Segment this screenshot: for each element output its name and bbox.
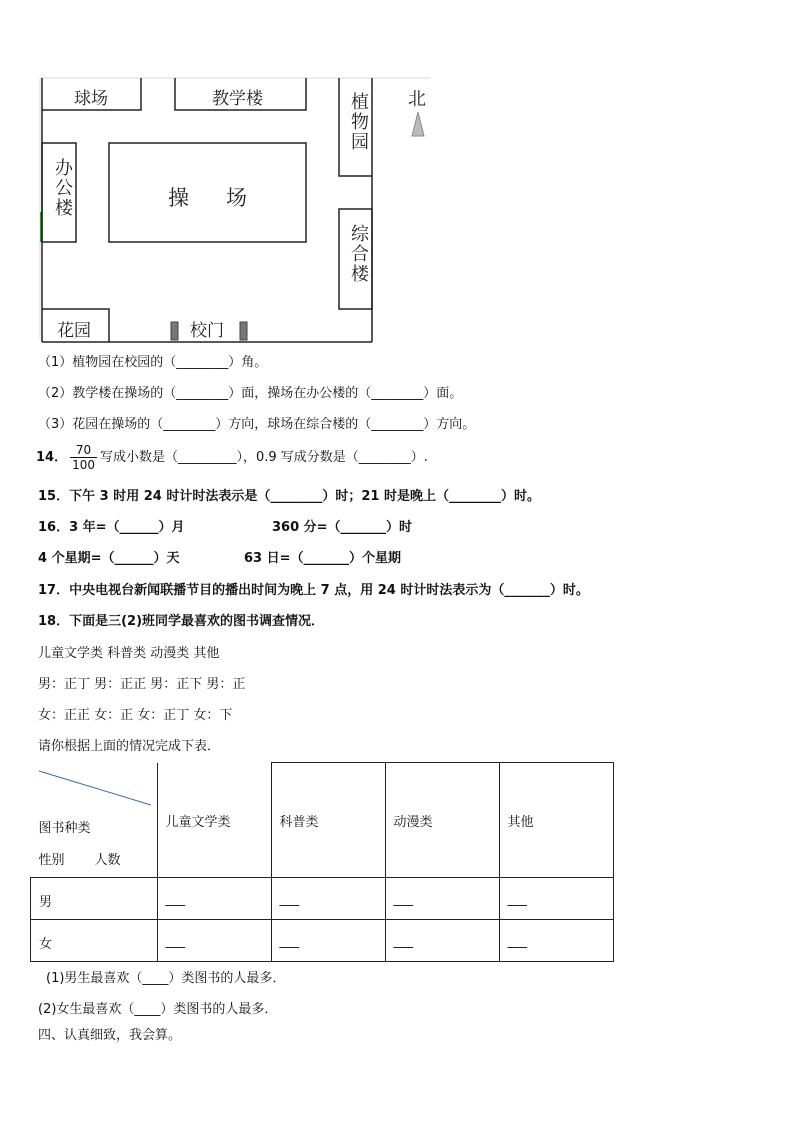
map-label-north: 北: [408, 89, 426, 110]
question-13-1: （1）植物园在校园的（________）角。: [38, 355, 268, 370]
question-15: 15．下午 3 时用 24 时计时法表示是（________）时；21 时是晚上（________）时。: [38, 489, 540, 504]
table-header-cell: [157, 763, 271, 878]
map-label-teaching-building: 教学楼: [212, 89, 263, 109]
answer-blank[interactable]: ___: [279, 933, 299, 949]
question-16-a: 16．3 年=（______）月: [38, 520, 185, 535]
map-label-garden: 花园: [57, 321, 91, 341]
school-map: [0, 0, 794, 345]
boys-tally-line: 男：正丁 男：正正 男：正下 男：正: [38, 677, 246, 692]
question-16-d: 63 日=（_______）个星期: [244, 551, 402, 566]
answer-blank[interactable]: ___: [165, 891, 185, 907]
map-drawing: [0, 0, 794, 345]
answer-blank[interactable]: ___: [507, 891, 527, 907]
fraction-denominator: 100: [72, 458, 95, 472]
row-label: 女: [39, 936, 53, 952]
table-header-cell: [271, 763, 385, 878]
question-14-text: 写成小数是（_________），0.9 写成分数是（________）.: [100, 450, 428, 465]
map-label-playground-2: 场: [226, 186, 247, 210]
map-label-complex: 综合楼: [348, 224, 369, 284]
sub-question-1: (1)男生最喜欢（____）类图书的人最多．: [46, 971, 286, 986]
map-label-office: 办公楼: [52, 158, 73, 218]
answer-cell[interactable]: [157, 877, 271, 919]
answer-cell[interactable]: [271, 877, 385, 919]
row-label: 男: [39, 894, 53, 910]
north-arrow-icon: [412, 112, 424, 136]
fraction-numerator: 70: [70, 443, 97, 458]
question-14-number: 14．: [36, 450, 68, 465]
answer-blank[interactable]: ___: [279, 891, 299, 907]
category-line: 儿童文学类 科普类 动漫类 其他: [38, 646, 220, 661]
sub-question-2: (2)女生最喜欢（____）类图书的人最多．: [38, 1002, 278, 1017]
question-14: [36, 440, 428, 476]
question-13-2: （2）教学楼在操场的（________）面，操场在办公楼的（________）面。: [38, 386, 463, 401]
answer-cell[interactable]: [499, 877, 613, 919]
answer-blank[interactable]: ___: [507, 933, 527, 949]
answer-cell[interactable]: [385, 877, 499, 919]
question-16-c: 4 个星期=（______）天: [38, 551, 180, 566]
answer-blank[interactable]: ___: [165, 933, 185, 949]
table-row: [31, 919, 614, 961]
fraction: [70, 443, 97, 472]
gate-post-left: [171, 322, 178, 340]
corner-label-count: 人数: [94, 852, 121, 868]
gate-post-right: [240, 322, 247, 340]
question-13-3: （3）花园在操场的（________）方向，球场在综合楼的（________）方向。: [38, 417, 476, 432]
map-label-ballfield: 球场: [74, 89, 108, 109]
row-label-cell: [31, 919, 158, 961]
table-header-label: 其他: [507, 815, 534, 830]
table-corner-cell: [31, 763, 158, 878]
instruction-line: 请你根据上面的情况完成下表．: [38, 739, 221, 754]
girls-tally-line: 女：正正 女：正 女：正丁 女：下: [38, 708, 233, 723]
table-header-cell: [499, 763, 613, 878]
map-label-gate: 校门: [190, 321, 224, 341]
answer-cell[interactable]: [157, 919, 271, 961]
section-4-heading: 四、认真细致，我会算。: [38, 1028, 182, 1043]
map-label-botanical-garden: 植物园: [348, 92, 369, 152]
answer-cell[interactable]: [271, 919, 385, 961]
row-label-cell: [31, 877, 158, 919]
corner-label-gender: 性别: [38, 852, 65, 868]
table-header-label: 儿童文学类: [165, 814, 231, 830]
survey-table: [30, 762, 614, 962]
answer-blank[interactable]: ___: [393, 933, 413, 949]
table-header-label: 科普类: [279, 815, 319, 830]
answer-cell[interactable]: [499, 919, 613, 961]
map-label-playground-1: 操: [168, 186, 189, 210]
question-16-b: 360 分=（_______）时: [272, 520, 413, 535]
answer-cell[interactable]: [385, 919, 499, 961]
question-18: 18．下面是三(2)班同学最喜欢的图书调查情况．: [38, 614, 325, 629]
table-header-label: 动漫类: [393, 815, 433, 830]
question-17: 17．中央电视台新闻联播节目的播出时间为晚上 7 点，用 24 时计时法表示为（_______）时。: [38, 583, 589, 598]
answer-blank[interactable]: ___: [393, 891, 413, 907]
table-row: [31, 877, 614, 919]
corner-label-category: 图书种类: [38, 820, 91, 836]
table-header-cell: [385, 763, 499, 878]
